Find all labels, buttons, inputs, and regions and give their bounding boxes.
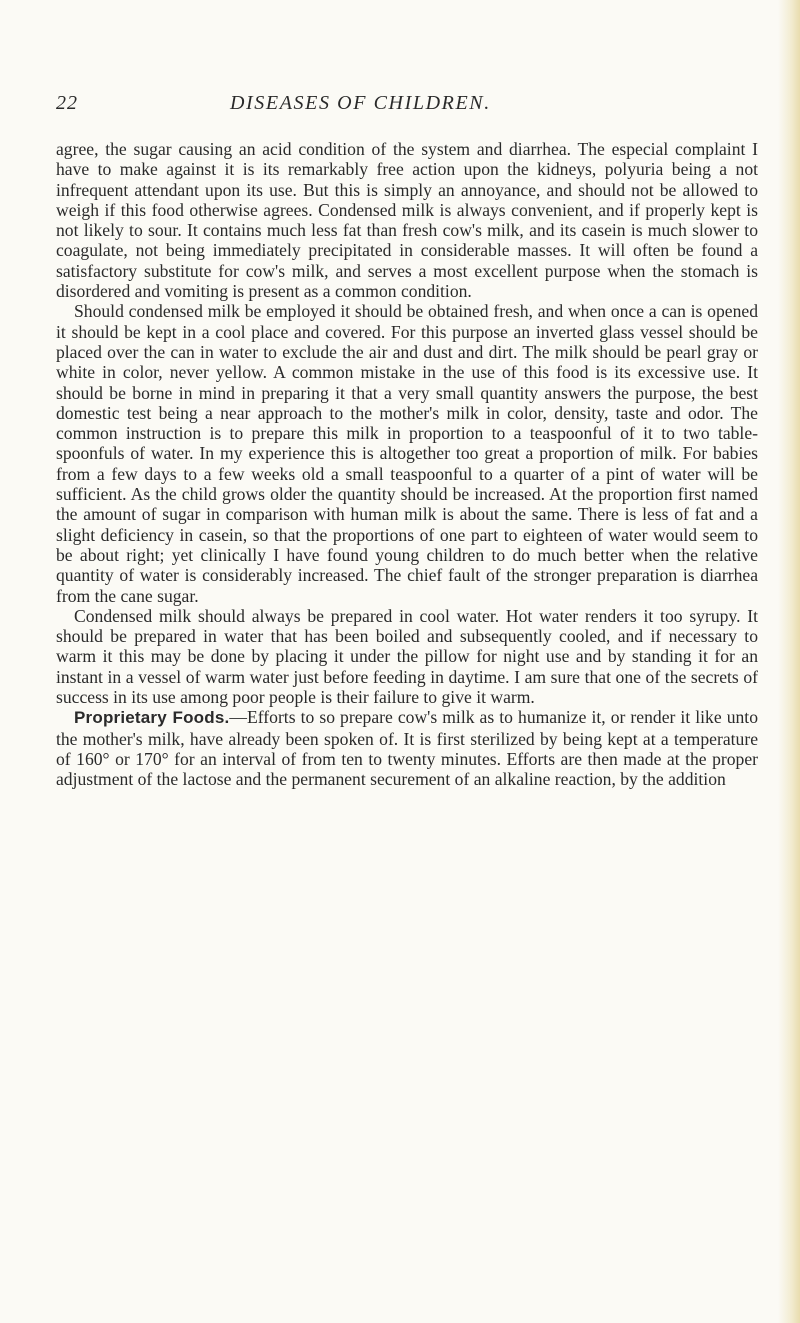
- section-proprietary-foods: [56, 707, 758, 789]
- paragraph-2: Should condensed milk be employed it should be obtained fresh, and when once a can is opened it should be kept in a cool place and covered. For this purpose an inverted glass vessel should be placed over the can in water to exclude the air and dust and dirt. The milk should be pearl gray or white in color, never yellow. A common mistake in the use of this food is its excessive use. It should be borne in mind in preparing it that a very small quantity answers the purpose, the best domestic test being a near approach to the mother's milk in color, density, taste and odor. The common instruction is to prepare this milk in proportion to a teaspoonful of it to two table-spoonfuls of water. In my experience this is altogether too great a proportion of milk. For babies from a few days to a few weeks old a small teaspoonful to a quarter of a pint of water will be sufficient. As the child grows older the quantity should be increased. At the proportion first named the amount of sugar in comparison with human milk is about the same. There is less of fat and a slight deficiency in casein, so that the proportions of one part to eighteen of water would seem to be about right; yet clinically I have found young children to do much better when the relative quantity of water is considerably increased. The chief fault of the stronger preparation is diarrhea from the cane sugar.: [56, 301, 758, 606]
- paragraph-3: Condensed milk should always be prepared in cool water. Hot water renders it too syrupy. It should be prepared in water that has been boiled and subsequently cooled, and if necessary to warm it this may be done by placing it under the pillow for night use and by standing it for an instant in a vessel of warm water just before feeding in daytime. I am sure that one of the secrets of success in its use among poor people is their failure to give it warm.: [56, 605, 758, 708]
- running-title: DISEASES OF CHILDREN.: [230, 92, 491, 114]
- page-number: 22: [56, 92, 78, 114]
- text-body: [56, 139, 758, 790]
- section-heading: Proprietary Foods.: [74, 708, 230, 728]
- paragraph-1: agree, the sugar causing an acid condition of the system and diarrhea. The especial complaint I have to make against it is its remarkably free action upon the kidneys, polyuria being a not infrequent attendant upon its use. But this is simply an annoyance, and should not be allowed to weigh if this food otherwise agrees. Condensed milk is always convenient, and if properly kept is not likely to sour. It contains much less fat than fresh cow's milk, and its casein is much slower to coagulate, not being immediately precipitated in considerable masses. It will often be found a satisfactory substitute for cow's milk, and serves a most excellent purpose when the stomach is disordered and vomiting is present as a common condition.: [56, 139, 758, 302]
- section-text: —Efforts to so prepare cow's milk as to humanize it, or render it like unto the mother's milk, have already been spoken of. It is first sterilized by being kept at a temperature of 160° or 170° for an interval of from ten to twenty minutes. Efforts are then made at the proper adjustment of the lactose and the permanent securement of an alkaline reaction, by the addition: [56, 707, 758, 790]
- page-edge-shading: [778, 0, 800, 1323]
- page-header: [56, 92, 756, 118]
